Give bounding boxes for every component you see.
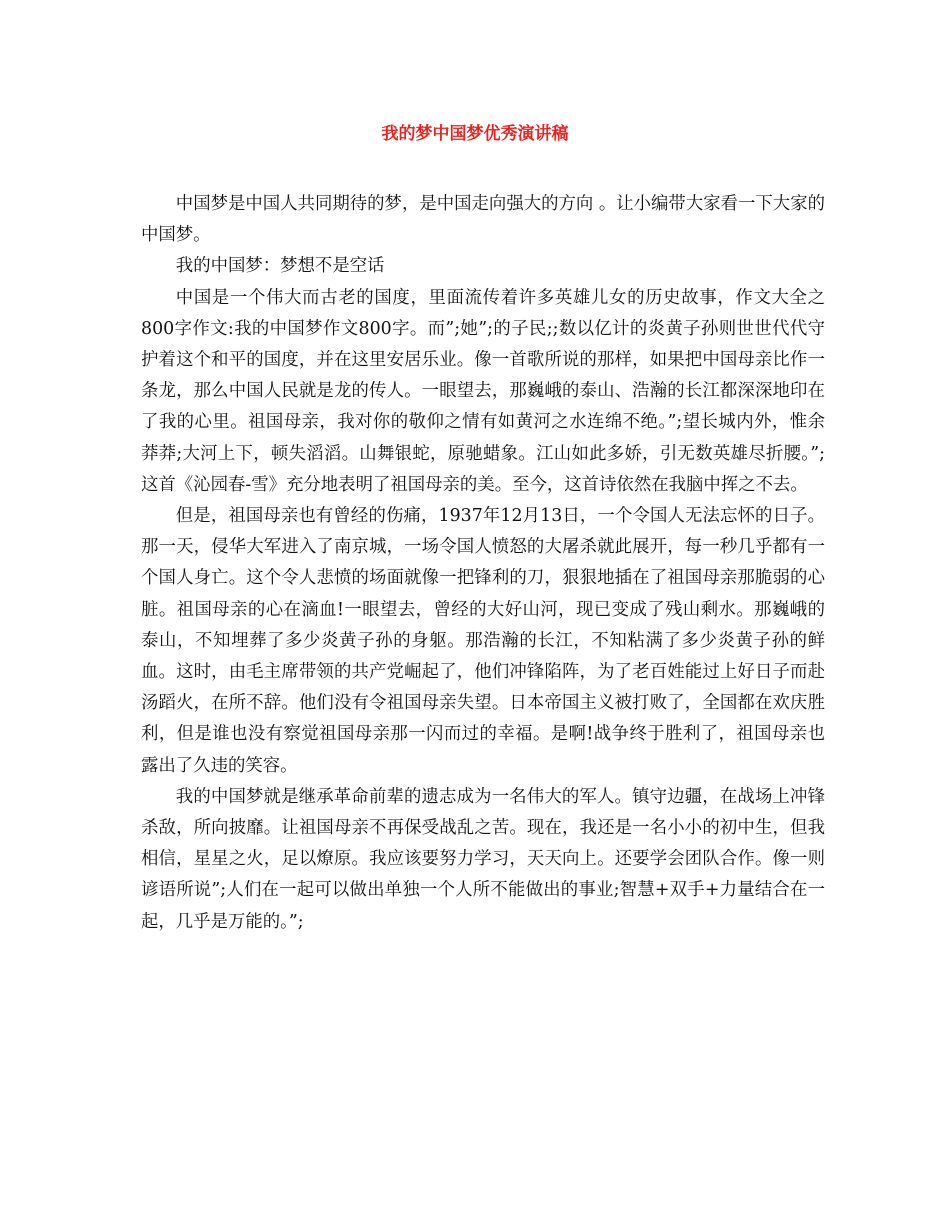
paragraph-subheading: 我的中国梦：梦想不是空话 [175,256,385,277]
paragraph-intro: 中国梦是中国人共同期待的梦，是中国走向强大的方向 。让小编带大家看一下大家的中国梦。 [141,194,825,246]
paragraph-war: 但是，祖国母亲也有曾经的伤痛，1937年12月13日，一个令国人无法忘怀的日子。那一天，侵华大军进入了南京城，一场令国人愤怒的大屠杀就此展开，每一秒几乎都有一个国人身亡。这个令人悲愤的场面就像一把锋利的刀，狠狠地插在了祖国母亲那脆弱的心脏。祖国母亲的心在滴血!一眼望去，曾经的大好山河，现已变成了残山剩水。那巍峨的泰山，不知埋葬了多少炎黄子孙的身躯。那浩瀚的长江，不知粘满了多少炎黄子孙的鲜血。这时，由毛主席带领的共产党崛起了，他们冲锋陷阵，为了老百姓能过上好日子而赴汤蹈火，在所不辞。他们没有令祖国母亲失望。日本帝国主义被打败了，全国都在欢庆胜利，但是谁也没有察觉祖国母亲那一闪而过的幸福。是啊!战争终于胜利了，祖国母亲也露出了久违的笑容。 [141,506,825,776]
paragraph-dream: 我的中国梦就是继承革命前辈的遗志成为一名伟大的军人。镇守边疆，在战场上冲锋杀敌，所向披靡。让祖国母亲不再保受战乱之苦。现在，我还是一名小小的初中生，但我相信，星星之火，足以燎原。我应该要努力学习，天天向上。还要学会团队合作。像一则谚语所说”;人们在一起可以做出单独一个人所不能做出的事业;智慧+双手+力量结合在一起，几乎是万能的。”; [141,786,825,932]
document-title: 我的梦中国梦优秀演讲稿 [381,124,569,144]
paragraph-history: 中国是一个伟大而古老的国度，里面流传着许多英雄儿女的历史故事，作文大全之800字作文:我的中国梦作文800字。而”;她”;的子民;;数以亿计的炎黄子孙则世世代代守护着这个和平的国度，并在这里安居乐业。像一首歌所说的那样，如果把中国母亲比作一条龙，那么中国人民就是龙的传人。一眼望去，那巍峨的泰山、浩瀚的长江都深深地印在了我的心里。祖国母亲，我对你的敬仰之情有如黄河之水连绵不绝。”;望长城内外，惟余莽莽;大河上下，顿失滔滔。山舞银蛇，原驰蜡象。江山如此多娇，引无数英雄尽折腰。”;这首《沁园春-雪》充分地表明了祖国母亲的美。至今，这首诗依然在我脑中挥之不去。 [141,287,825,495]
document-body [141,189,825,938]
